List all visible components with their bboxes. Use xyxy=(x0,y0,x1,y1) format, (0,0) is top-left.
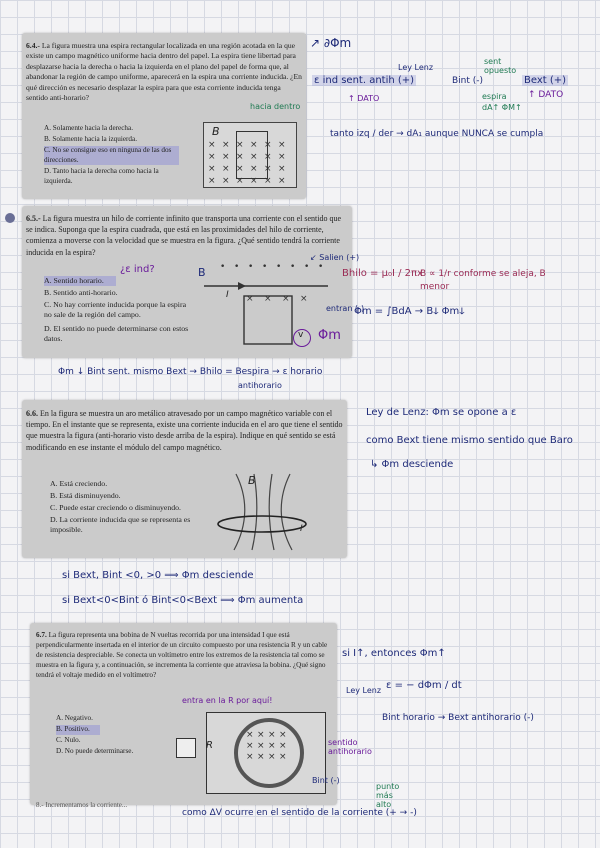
field-cross-symbol: × xyxy=(278,152,286,162)
q64-option-a: A. Solamente hacia la derecha. xyxy=(44,124,134,132)
q66-option-a: A. Está creciendo. xyxy=(50,479,108,488)
q64-note-dato2: ↑ DATO xyxy=(528,90,564,100)
q67-note-punto: punto más alto xyxy=(376,782,400,809)
q65-note-bprop: B ∝ 1/r conforme se aleja, B menor xyxy=(420,269,546,292)
field-cross-symbol: × xyxy=(264,176,272,186)
q65-note-phim: Φm xyxy=(318,328,341,343)
field-dot-symbol: • xyxy=(318,262,324,272)
q65-note-eind: ¿ε ind? xyxy=(120,264,155,275)
q66-body: En la figura se muestra un aro metálico atravesado por un campo magnético variable con el tiempo. En el instante que se representa, existe una corriente inducida en el aro que tiene el sentido que muestra la figura (anti-horario visto desde arriba de la espira). Indique en qué sentido se está modificando en ese instante el módulo del campo magnético. xyxy=(26,409,343,452)
q65-note-saliente: ↙ Salien (+) xyxy=(310,253,360,262)
field-cross-symbol: × xyxy=(264,294,272,304)
q65-option-b: B. Sentido anti-horario. xyxy=(44,288,118,297)
q67-note-como: como ΔV ocurre en el sentido de la corriente (+ → -) xyxy=(182,808,417,818)
field-cross-symbol: × xyxy=(279,752,287,762)
q64-note-da: dA↑ ΦM↑ xyxy=(482,103,522,112)
field-cross-symbol: × xyxy=(279,741,287,751)
q66-option-d: D. La corriente inducida que se representa es imposible. xyxy=(50,515,191,534)
field-cross-symbol: × xyxy=(300,294,308,304)
field-cross-symbol: × xyxy=(208,152,216,162)
field-cross-symbol: × xyxy=(208,176,216,186)
q66-option-b: B. Está disminuyendo. xyxy=(50,491,121,500)
field-cross-symbol: × xyxy=(250,176,258,186)
field-cross-symbol: × xyxy=(264,152,272,162)
q64-note-dato1: ↑ DATO xyxy=(348,94,380,103)
q64-note-espira: espira xyxy=(482,92,507,101)
field-cross-symbol: × xyxy=(278,176,286,186)
q65-note-entrante: entran (-) xyxy=(326,304,365,313)
footer-next-question: 8.- Incrementamos la corriente... xyxy=(36,801,128,809)
q65-note-i: I xyxy=(226,290,229,300)
q64-title: 6.4.- xyxy=(26,41,40,50)
field-cross-symbol: × xyxy=(246,752,254,762)
field-cross-symbol: × xyxy=(236,176,244,186)
field-cross-symbol: × xyxy=(222,140,230,150)
q65-body: La figura muestra un hilo de corriente infinito que transporta una corriente con el sentido que se indica. Suponga que la espira cuadrada, que está en las proximidades del hilo de corriente, comienza a moverse con la velocidad que se muestra en la figura. ¿Qué sentido tendrá la corriente inducida en la espira? xyxy=(26,214,342,257)
field-cross-symbol: × xyxy=(250,140,258,150)
q67-note-lenz: Ley Lenz xyxy=(346,686,382,695)
field-cross-symbol: × xyxy=(278,164,286,174)
q67-note-sentido: sentido antihorario xyxy=(328,738,372,756)
q67-note-entra: entra en la R por aquí! xyxy=(182,696,273,705)
q67-r-label: R xyxy=(206,740,213,751)
field-cross-symbol: × xyxy=(250,152,258,162)
q64-note-bint: Bint (-) xyxy=(452,76,484,86)
q64-note-hacia-dentro: hacia dentro xyxy=(250,102,301,111)
field-cross-symbol: × xyxy=(246,730,254,740)
q67-note-bint: Bint horario → Bext antihorario (-) xyxy=(382,713,534,723)
field-dot-symbol: • xyxy=(234,262,240,272)
q66-title: 6.6. xyxy=(26,409,38,418)
field-cross-symbol: × xyxy=(268,752,276,762)
q67-option-b: B. Positivo. xyxy=(56,725,100,735)
field-cross-symbol: × xyxy=(246,294,254,304)
q67-note-si: si I↑, entonces Φm↑ xyxy=(342,648,446,659)
q65-title: 6.5.- xyxy=(26,214,41,223)
q64-field-label: B xyxy=(212,125,220,138)
field-cross-symbol: × xyxy=(250,164,258,174)
field-dot-symbol: • xyxy=(276,262,282,272)
q66-note-como: como Bext tiene mismo sentido que Baro xyxy=(366,435,573,446)
q65-note-bottom: Φm ↓ Bint sent. mismo Bext → Bhilo = Bespira → ε horario xyxy=(58,367,323,377)
q65-option-d: D. El sentido no puede determinarse con estos datos. xyxy=(44,324,189,343)
q65-note-bhilo: Bhilo = μ₀I / 2πx xyxy=(342,268,423,279)
q66-note-si2: si Bext<0<Bint ó Bint<0<Bext ⟹ Φm aumenta xyxy=(62,595,304,606)
field-cross-symbol: × xyxy=(278,140,286,150)
q65-note-v: v xyxy=(298,330,304,340)
q66-option-c: C. Puede estar creciendo o disminuyendo. xyxy=(50,503,181,512)
q64-option-c: C. No se consigue eso en ninguna de las dos direcciones. xyxy=(44,146,179,165)
field-dot-symbol: • xyxy=(290,262,296,272)
q66-figure xyxy=(214,470,314,552)
field-cross-symbol: × xyxy=(236,152,244,162)
q65-note-b: B xyxy=(198,266,206,279)
field-cross-symbol: × xyxy=(264,164,272,174)
q64-note-sent-opuesto: sent opuesto xyxy=(484,57,517,75)
q65-note-bottom2: antihorario xyxy=(238,381,282,390)
field-cross-symbol: × xyxy=(257,730,265,740)
q67-note-bint2: Bint (-) xyxy=(312,776,340,785)
q67-voltmeter xyxy=(176,738,196,758)
q67-body: La figura representa una bobina de N vueltas recorrida por una intensidad I que está perpendicularmente insertada en el interior de un circuito compuesto por una resistencia R y un cable de resistencia despreciable. Se conecta un voltímetro entre los extremos de la resistencia tal como se muestra en la figura y, a continuación, se incrementa la corriente que atraviesa la bobina. ¿Qué signo tendrá el voltaje medido en el voltímetro? xyxy=(36,631,328,679)
q64-body: La figura muestra una espira rectangular localizada en una región acotada en la que existe un campo magnético uniforme hacia dentro del papel. La espira tiene libertad para desplazarse hacia la derecha o hacia la izquierda en el plano del papel de forma que, al abandonar la región de campo uniforme, aparecerá en la espira una corriente inducida. ¿En qué dirección es necesario desplazar la espira para que esta corriente inducida tenga sentido anti-horario? xyxy=(26,41,302,103)
q65-text xyxy=(26,213,348,258)
field-cross-symbol: × xyxy=(264,140,272,150)
q64-option-b: B. Solamente hacia la izquierda. xyxy=(44,135,138,143)
field-cross-symbol: × xyxy=(222,176,230,186)
field-cross-symbol: × xyxy=(257,741,265,751)
field-dot-symbol: • xyxy=(262,262,268,272)
field-cross-symbol: × xyxy=(208,164,216,174)
field-dot-symbol: • xyxy=(248,262,254,272)
q65-option-c: C. No hay corriente inducida porque la espira no sale de la región del campo. xyxy=(44,300,187,319)
q64-option-d: D. Tanto hacia la derecha como hacia la izquierda. xyxy=(44,167,159,185)
field-dot-symbol: • xyxy=(304,262,310,272)
field-cross-symbol: × xyxy=(236,140,244,150)
q67-title: 6.7. xyxy=(36,631,47,639)
q64-note-tanto: tanto izq / der → dA₁ aunque NUNCA se cumpla xyxy=(330,129,544,139)
q65-option-a: A. Sentido horario. xyxy=(44,276,116,286)
q66-current-label: I xyxy=(300,524,303,534)
q66-text xyxy=(26,408,343,453)
q65-bullet xyxy=(5,213,15,223)
field-cross-symbol: × xyxy=(268,741,276,751)
q66-note-desc: ↳ Φm desciende xyxy=(370,459,454,470)
q64-note-bext: Bext (+) xyxy=(524,75,567,86)
q66-note-si1: si Bext, Bint <0, >0 ⟹ Φm desciende xyxy=(62,570,254,581)
q64-note-lenz: Ley Lenz xyxy=(398,63,434,72)
q64-text xyxy=(26,41,304,103)
q64-note-dphi: ↗ ∂Φm xyxy=(310,36,352,50)
q66-field-label: B xyxy=(248,474,256,487)
field-cross-symbol: × xyxy=(246,741,254,751)
field-cross-symbol: × xyxy=(279,730,287,740)
q66-note-lenz: Ley de Lenz: Φm se opone a ε xyxy=(366,407,517,418)
field-cross-symbol: × xyxy=(222,152,230,162)
q67-option-d: D. No puede determinarse. xyxy=(56,747,134,755)
q65-note-phim-eq: Φm = ∫BdA → Bↆ Φmↆ xyxy=(354,306,465,317)
q67-text xyxy=(36,630,333,680)
field-cross-symbol: × xyxy=(268,730,276,740)
field-dot-symbol: • xyxy=(220,262,226,272)
field-cross-symbol: × xyxy=(208,140,216,150)
field-cross-symbol: × xyxy=(282,294,290,304)
field-cross-symbol: × xyxy=(222,164,230,174)
field-cross-symbol: × xyxy=(257,752,265,762)
q67-option-a: A. Negativo. xyxy=(56,714,93,722)
q67-option-c: C. Nulo. xyxy=(56,736,81,744)
q67-note-eps: ε = − dΦm / dt xyxy=(386,680,462,691)
q64-note-eind: ε ind sent. antih (+) xyxy=(314,75,415,86)
field-cross-symbol: × xyxy=(236,164,244,174)
